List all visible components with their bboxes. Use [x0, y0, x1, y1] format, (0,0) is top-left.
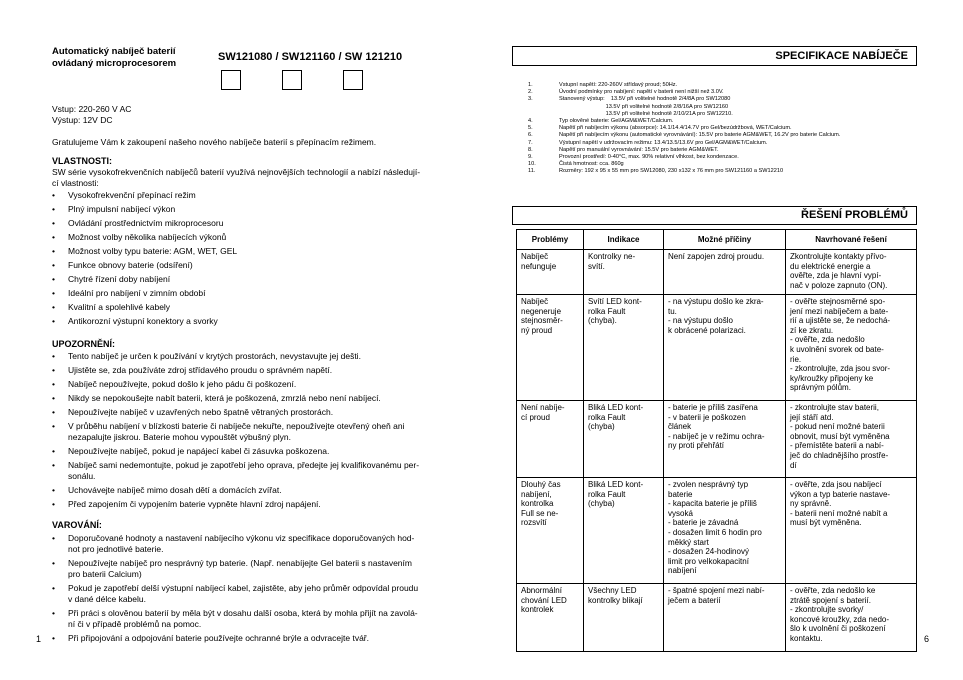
- model-numbers: SW121080 / SW121160 / SW 121210: [218, 51, 403, 63]
- spec-text: Typ olověné baterie: Gel/AGM&WET/Calcium.: [559, 118, 674, 125]
- cause-cell: - baterie je příliš zasířena - v baterii je poškozen článek - nabíječ je v režimu ochra- ny proti přehřátí: [664, 401, 786, 478]
- problem-cell: Nabíječ negeneruje stejnosměr- ný proud: [517, 295, 584, 401]
- features-intro-line-1: SW série vysokofrekvenčních nabíječů baterií využívá nejnovějších technologií a nabízí následují-: [52, 167, 421, 177]
- spec-number: 1.: [528, 82, 533, 88]
- cause-cell: - špatné spojení mezi nabí- ječem a baterií: [664, 584, 786, 652]
- spec-item: [528, 104, 928, 111]
- solution-cell: - ověřte stejnosměrné spo- jení mezi nabíječem a bate- rií a ujistěte se, že nedochá- zí ke zkratu. - ověřte, zda nedošlo k uvolnění svorek od bate- rie. - zkontrolujte, zda jsou svor- ky/kroužky připojeny ke správným pólům.: [786, 295, 917, 401]
- spec-item: [528, 125, 928, 132]
- list-item: • Ujistěte se, zda používáte zdroj střídavého proudu o správném napětí.: [52, 365, 457, 376]
- model-checkbox-3[interactable]: [343, 70, 363, 90]
- troubleshooting-heading: ŘEŠENÍ PROBLÉMŮ: [512, 206, 917, 225]
- header-solution: Navrhované řešení: [786, 230, 917, 250]
- spec-text: Úvodní podmínky pro nabíjení: napětí v baterii není nižší než 3.0V.: [559, 89, 724, 96]
- model-checkbox-2[interactable]: [282, 70, 302, 90]
- output-spec: Výstup: 12V DC: [52, 115, 113, 125]
- spec-number: 10.: [528, 161, 536, 168]
- list-item: • Při připojování a odpojování baterie používejte ochranné brýle a odvracejte tvář.: [52, 633, 457, 644]
- list-item: • Funkce obnovy baterie (odsíření): [52, 260, 452, 271]
- header-indication: Indikace: [584, 230, 664, 250]
- list-item: • Doporučované hodnoty a nastavení nabíjecího výkonu viz specifikace doporučovaných hod- not pro jednotlivé baterie.: [52, 533, 457, 555]
- solution-cell: - zkontrolujte stav baterii, její stáří atd. - pokud není možné baterii obnovit, musí být vyměněna - přemístěte baterii a nabí- ječ do chladnějšího prostře- dí: [786, 401, 917, 478]
- table-row: [517, 584, 917, 652]
- list-item: • Ovládání prostřednictvím mikroprocesoru: [52, 218, 452, 229]
- list-item: • Pokud je zapotřebí delší výstupní nabíjecí kabel, zajistěte, aby jeho průměr odpovídal proudu v dané délce kabelu.: [52, 583, 457, 605]
- spec-item: [528, 132, 928, 139]
- spec-text: 13.5V při volitelné hodnotě 2/8/16A pro SW12160: [559, 103, 729, 110]
- spec-text: Výstupní napětí v udržovacím režimu: 13.4/13.5/13.6V pro Gel/AGM&WET/Calcium.: [559, 139, 768, 146]
- list-item: • Před zapojením či vypojením baterie vypněte hlavní zdroj napájení.: [52, 499, 457, 510]
- spec-item: [528, 161, 928, 168]
- spec-text: Rozměry: 192 x 95 x 55 mm pro SW12080, 230 x132 x 76 mm pro SW121160 a SW12210: [559, 168, 784, 175]
- notices-list: [52, 351, 457, 513]
- troubleshooting-table: [516, 229, 917, 652]
- cause-cell: - na výstupu došlo ke zkra- tu. - na výstupu došlo k obrácené polarizaci.: [664, 295, 786, 401]
- spec-number: 2.: [528, 89, 533, 96]
- list-item: • Nepoužívejte nabíječ pro nesprávný typ baterie. (Např. nenabíjejte Gel baterii s nastavením pro baterii Calcium): [52, 558, 457, 580]
- warnings-list: [52, 533, 457, 647]
- notice-heading: UPOZORNĚNÍ:: [52, 339, 115, 349]
- list-item: • Tento nabíječ je určen k používání v krytých prostorách, nevystavujte jej dešti.: [52, 351, 457, 362]
- spec-list: [528, 82, 928, 176]
- indication-cell: Bliká LED kont- rolka Fault (chyba): [584, 478, 664, 584]
- spec-item: [528, 147, 928, 154]
- table-row: [517, 401, 917, 478]
- spec-number: 9.: [528, 154, 533, 161]
- table-header-row: [517, 230, 917, 250]
- title-line-1: Automatický nabíječ baterií: [52, 46, 176, 57]
- page-number-left: 1: [36, 634, 42, 644]
- spec-number: 8.: [528, 146, 533, 153]
- spec-text: Napětí při nabíjecím výkonu (automatické vyrovnávání): 15.5V pro baterie AGM&WET, 16.2V pro baterie Calcium.: [559, 132, 841, 139]
- list-item: • Nepoužívejte nabíječ v uzavřených nebo špatně větraných prostorách.: [52, 407, 457, 418]
- spec-number: 7.: [528, 139, 533, 146]
- list-item: • Vysokofrekvenční přepínací režim: [52, 190, 452, 201]
- spec-number: [528, 104, 559, 111]
- spec-number: 3.: [528, 96, 533, 103]
- list-item: • Nepoužívejte nabíječ, pokud je napájecí kabel či zásuvka poškozena.: [52, 446, 457, 457]
- list-item: • Kvalitní a spolehlivé kabely: [52, 302, 452, 313]
- features-intro-line-2: cí vlastnosti:: [52, 178, 99, 188]
- indication-cell: Všechny LED kontrolky blikají: [584, 584, 664, 652]
- features-heading: VLASTNOSTI:: [52, 156, 112, 166]
- header-causes: Možné příčiny: [664, 230, 786, 250]
- spec-heading: SPECIFIKACE NABÍJEČE: [512, 46, 917, 66]
- list-item: • V průběhu nabíjení v blízkosti baterie či nabíječe nekuřte, nepoužívejte otevřený oheň ani nezapalujte jiskrou. Baterie mohou vypouštět výbušný plyn.: [52, 421, 457, 443]
- indication-cell: Bliká LED kont- rolka Fault (chyba): [584, 401, 664, 478]
- spec-number: 11.: [528, 168, 536, 175]
- spec-text: Napětí při nabíjecím výkonu (absorpce): 14.1/14.4/14.7V pro Gel/bezúdržbová, WET/Calcium.: [559, 125, 792, 132]
- warning-heading: VAROVÁNÍ:: [52, 520, 102, 530]
- list-item: • Ideální pro nabíjení v zimním období: [52, 288, 452, 299]
- list-item: • Nabíječ sami nedemontujte, pokud je zapotřebí jeho oprava, předejte jej kvalifikovanému per- sonálu.: [52, 460, 457, 482]
- list-item: • Antikorozní výstupní konektory a svorky: [52, 316, 452, 327]
- table-row: [517, 295, 917, 401]
- problem-cell: Dlouhý čas nabíjení, kontrolka Full se ne- rozsvítí: [517, 478, 584, 584]
- spec-number: [528, 111, 559, 118]
- spec-item: [528, 118, 928, 125]
- table-row: [517, 250, 917, 295]
- list-item: • Při práci s olověnou baterií by měla být v dosahu další osoba, která by mohla přijít na zavolá- ní či v případě problémů na pomoc.: [52, 608, 457, 630]
- spec-item: [528, 111, 928, 118]
- spec-text: Vstupní napětí: 220-260V střídavý proud; 50Hz.: [559, 82, 678, 88]
- spec-number: 4.: [528, 118, 533, 125]
- table-row: [517, 478, 917, 584]
- title-line-2: ovládaný microprocesorem: [52, 58, 177, 69]
- indication-cell: Kontrolky ne- svítí.: [584, 250, 664, 295]
- model-checkbox-1[interactable]: [221, 70, 241, 90]
- input-spec: Vstup: 220-260 V AC: [52, 104, 132, 114]
- indication-cell: Svítí LED kont- rolka Fault (chyba).: [584, 295, 664, 401]
- spec-item: [528, 89, 928, 96]
- spec-text: Provozní prostředí: 0-40°C, max. 90% relativní vlhkost, bez kondenzace.: [559, 154, 739, 161]
- header-problems: Problémy: [517, 230, 584, 250]
- spec-text: Čistá hmotnost: cca. 860g: [559, 161, 624, 168]
- spec-text: Stanovený výstup: 13.5V při volitelné hodnotě 2/4/8A pro SW12080: [559, 96, 731, 103]
- list-item: • Nikdy se nepokoušejte nabít baterii, která je poškozená, zmrzlá nebo není nabíjecí.: [52, 393, 457, 404]
- cause-cell: Není zapojen zdroj proudu.: [664, 250, 786, 295]
- congratulations-text: Gratulujeme Vám k zakoupení našeho nového nabíječe baterií s přepínacím režimem.: [52, 137, 377, 147]
- list-item: • Možnost volby několika nabíjecích výkonů: [52, 232, 452, 243]
- cause-cell: - zvolen nesprávný typ baterie - kapacita baterie je příliš vysoká - baterie je závadná - dosažen limit 6 hodin pro měkký start - dosažen 24-hodinový limit pro velkokapacitní nabíjení: [664, 478, 786, 584]
- solution-cell: - ověřte, zda nedošlo ke ztrátě spojení s baterií. - zkontrolujte svorky/ koncové kroužky, zda nedo- šlo k uvolnění či poškození kontaktu.: [786, 584, 917, 652]
- solution-cell: Zkontrolujte kontakty přívo- du elektrické energie a ověřte, zda je hlavní vypí- nač v poloze zapnuto (ON).: [786, 250, 917, 295]
- spec-text: Napětí pro manuální vyrovnávání: 15.5V pro baterie AGM&WET.: [559, 146, 719, 153]
- spec-text: 13.5V při volitelné hodnotě 2/10/21A pro SW12210.: [559, 110, 733, 117]
- spec-number: 5.: [528, 125, 533, 132]
- spec-item: [528, 96, 928, 103]
- list-item: • Možnost volby typu baterie: AGM, WET, GEL: [52, 246, 452, 257]
- product-title: [52, 46, 176, 70]
- list-item: • Chytré řízení doby nabíjení: [52, 274, 452, 285]
- problem-cell: Není nabíje- cí proud: [517, 401, 584, 478]
- list-item: • Plný impulsní nabíjecí výkon: [52, 204, 452, 215]
- problem-cell: Abnormální chování LED kontrolek: [517, 584, 584, 652]
- list-item: • Uchovávejte nabíječ mimo dosah dětí a domácích zvířat.: [52, 485, 457, 496]
- list-item: • Nabíječ nepoužívejte, pokud došlo k jeho pádu či poškození.: [52, 379, 457, 390]
- spec-number: 6.: [528, 132, 533, 139]
- features-list: [52, 190, 452, 330]
- problem-cell: Nabíječ nefunguje: [517, 250, 584, 295]
- page-number-right: 6: [924, 634, 930, 644]
- solution-cell: - ověřte, zda jsou nabíjecí výkon a typ baterie nastave- ny správně. - baterii není možné nabít a musí být vyměněna.: [786, 478, 917, 584]
- spec-item: [528, 168, 928, 175]
- spec-item: [528, 140, 928, 147]
